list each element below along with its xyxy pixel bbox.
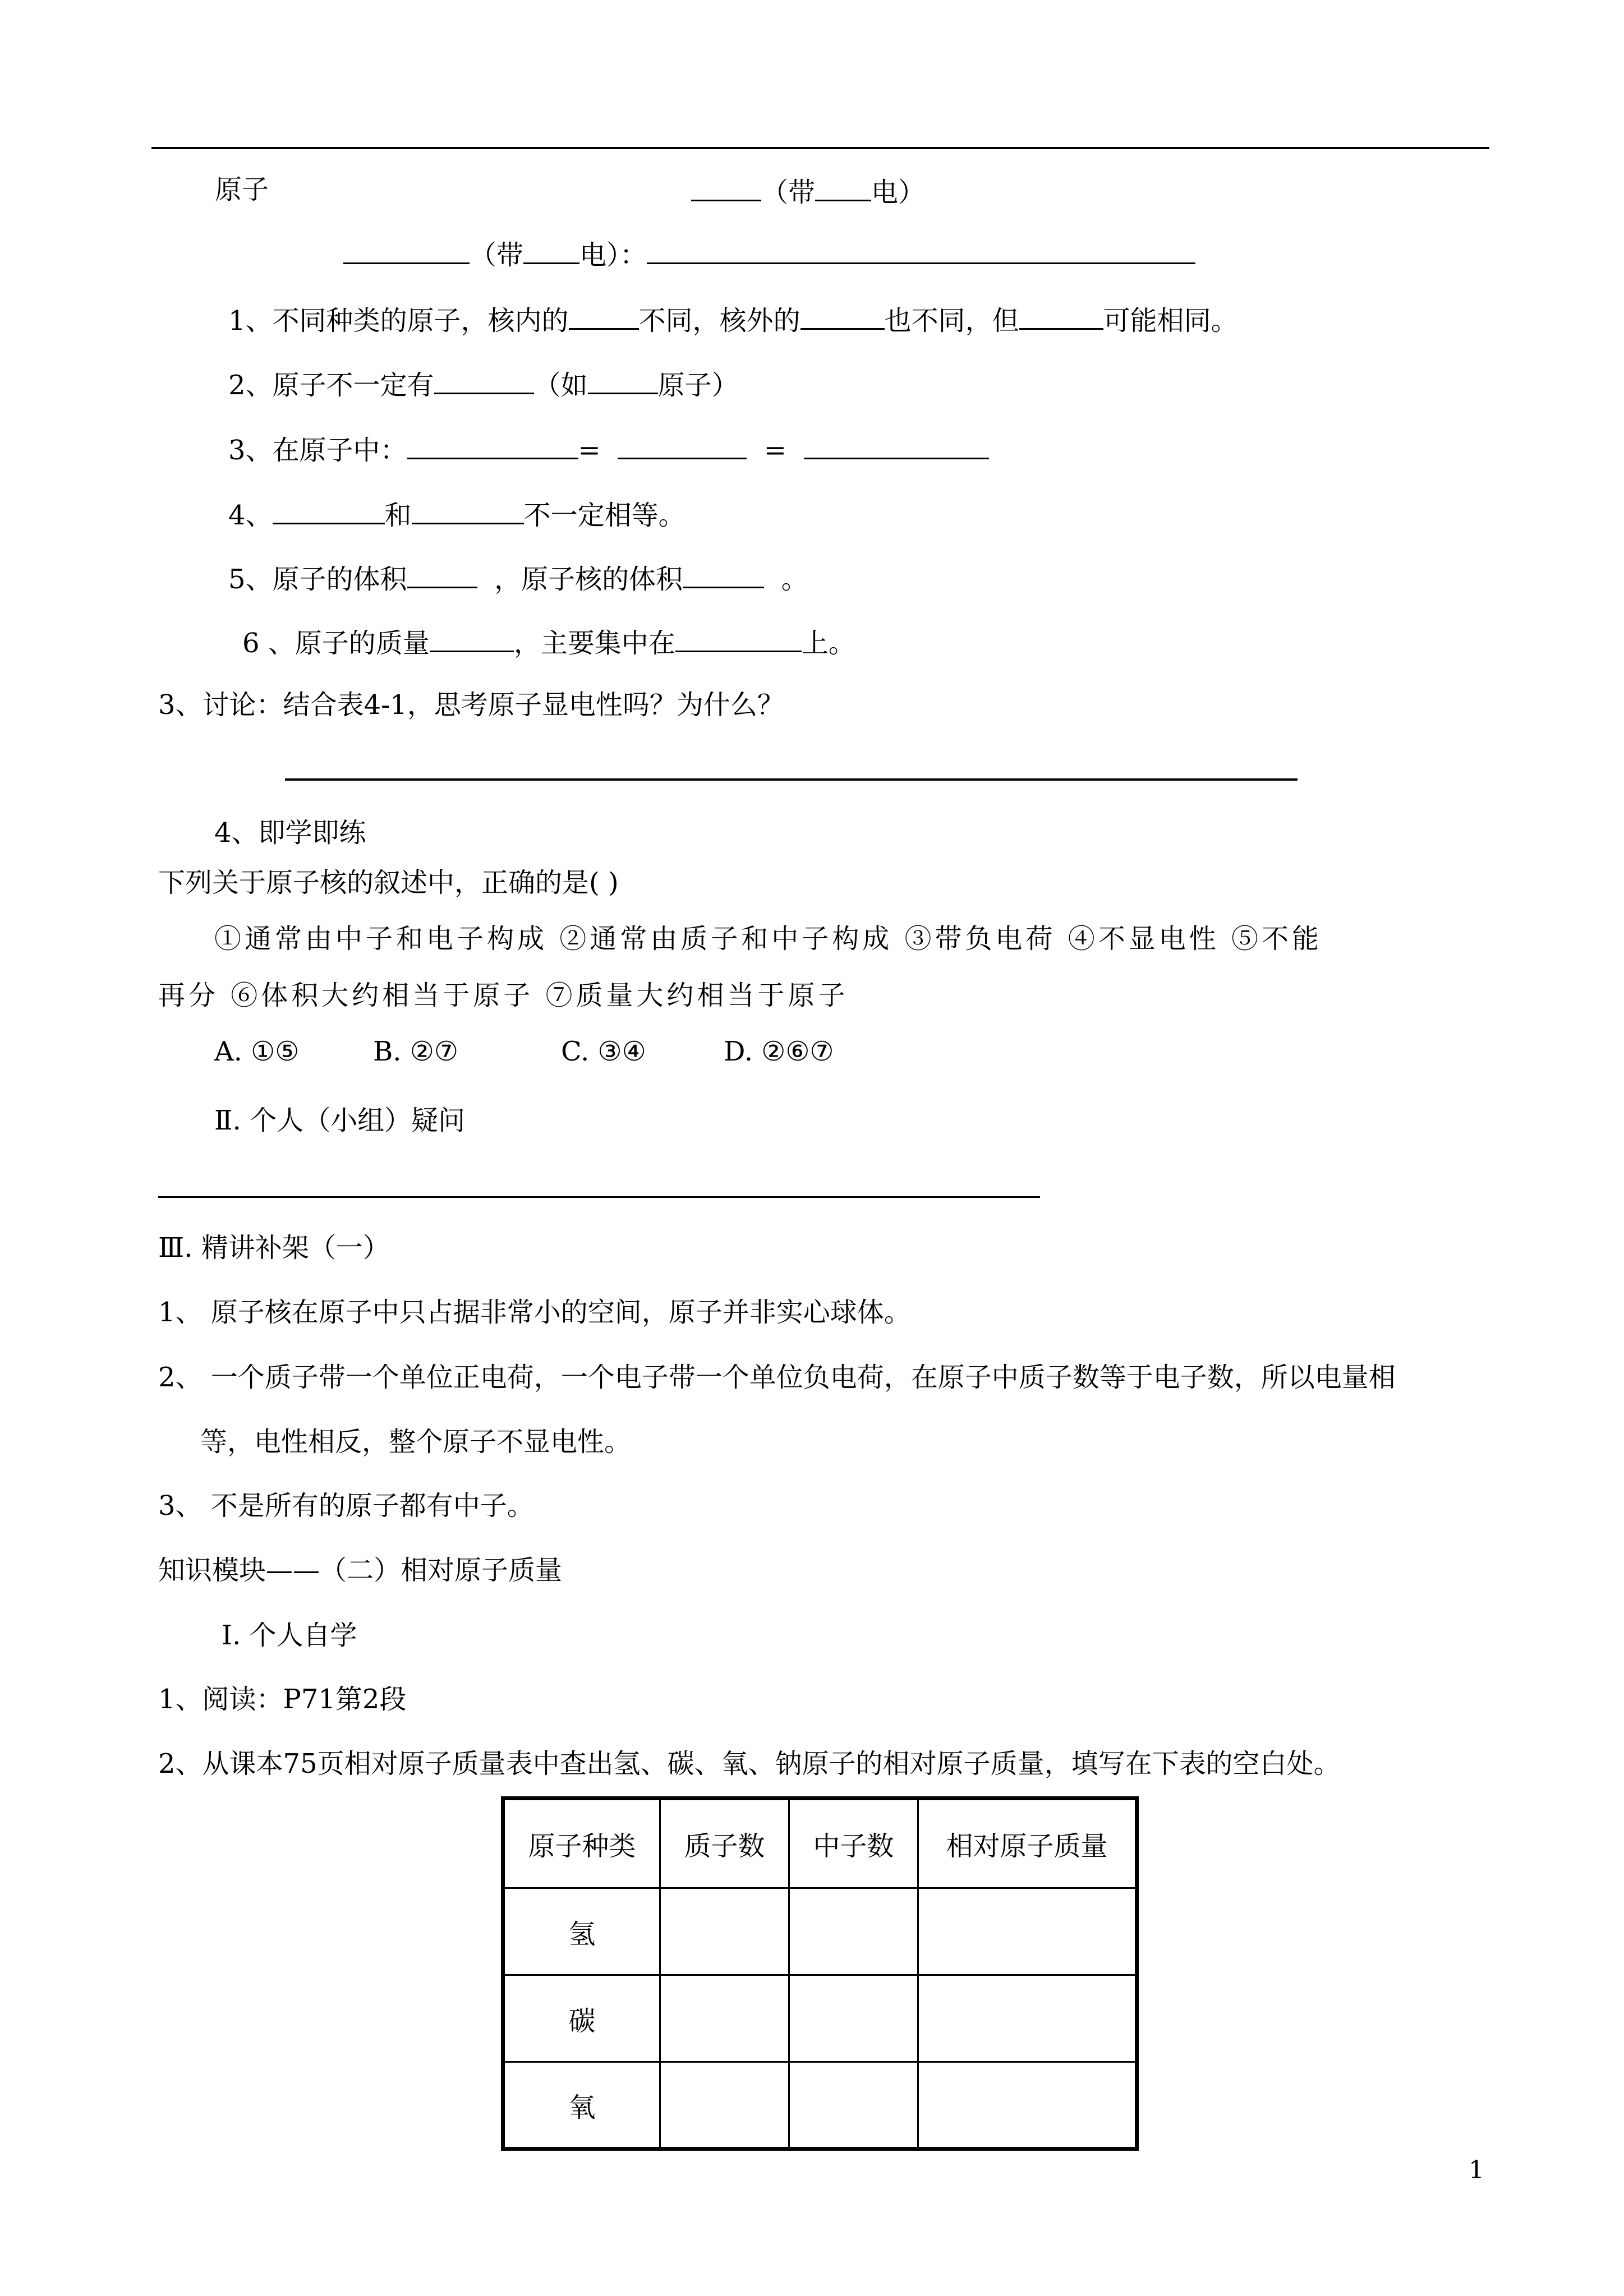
table-header-row	[503, 1799, 1137, 1888]
table-cell[interactable]	[660, 2062, 789, 2149]
practice-heading: 4、即学即练	[214, 817, 366, 849]
option-d[interactable]: D. ②⑥⑦	[724, 1036, 834, 1067]
fill-item-5: 5、原子的体积 ，原子核的体积 。	[228, 560, 808, 596]
table-cell[interactable]	[789, 2062, 918, 2149]
blank[interactable]	[407, 560, 477, 588]
table-cell[interactable]	[918, 2062, 1137, 2149]
header-rule	[151, 147, 1489, 149]
blank[interactable]	[407, 431, 578, 459]
blank[interactable]	[412, 496, 524, 524]
blank[interactable]	[588, 366, 658, 394]
practice-statements-2: 再分 ⑥体积大约相当于原子 ⑦质量大约相当于原子	[158, 980, 849, 1011]
discussion-question: 3、讨论：结合表4-1，思考原子显电性吗？为什么？	[158, 689, 784, 721]
option-a[interactable]: A. ①⑤	[214, 1036, 300, 1067]
table-header: 质子数	[660, 1799, 789, 1888]
practice-question: 下列关于原子核的叙述中，正确的是( )	[158, 867, 619, 898]
table-cell: 碳	[503, 1975, 660, 2062]
practice-statements-1: ①通常由中子和电子构成 ②通常由质子和中子构成 ③带负电荷 ④不显电性 ⑤不能	[214, 923, 1323, 955]
option-c[interactable]: C. ③④	[561, 1036, 646, 1067]
table-header: 中子数	[789, 1799, 918, 1888]
blank[interactable]	[683, 560, 764, 588]
blank[interactable]	[1019, 301, 1103, 330]
self-study-heading: Ⅰ. 个人自学	[222, 1620, 357, 1651]
explanation-1: 1、 原子核在原子中只占据非常小的空间，原子并非实心球体。	[158, 1297, 911, 1328]
relative-mass-table	[501, 1796, 1139, 2151]
answer-line[interactable]	[285, 778, 1298, 781]
fill-item-2: 2、原子不一定有 （如 原子）	[228, 366, 739, 402]
table-row	[503, 1975, 1137, 2062]
section-2-title: Ⅱ. 个人（小组）疑问	[214, 1105, 466, 1136]
blank[interactable]	[691, 173, 761, 201]
table-cell[interactable]	[918, 1888, 1137, 1975]
nucleus-line: （带 电）	[691, 173, 925, 209]
blank[interactable]	[523, 236, 579, 264]
table-cell[interactable]	[918, 1975, 1137, 2062]
table-instruction: 2、从课本75页相对原子质量表中查出氢、碳、氧、钠原子的相对原子质量，填写在下表的空白处。	[158, 1748, 1341, 1779]
table-cell[interactable]	[789, 1975, 918, 2062]
blank[interactable]	[434, 366, 534, 394]
fill-item-3: 3、在原子中： = =	[228, 431, 989, 467]
table-cell: 氢	[503, 1888, 660, 1975]
blank[interactable]	[430, 624, 514, 652]
blank[interactable]	[343, 236, 470, 264]
atom-label: 原子	[215, 174, 269, 205]
table-header: 相对原子质量	[918, 1799, 1137, 1888]
explanation-2: 2、 一个质子带一个单位正电荷，一个电子带一个单位负电荷，在原子中质子数等于电子数，所以电量相	[158, 1362, 1396, 1393]
option-b[interactable]: B. ②⑦	[373, 1036, 458, 1067]
fill-item-6: 6 、原子的质量 ，主要集中在 上。	[242, 624, 855, 660]
table-cell[interactable]	[789, 1888, 918, 1975]
explanation-3: 3、 不是所有的原子都有中子。	[158, 1490, 534, 1522]
electron-line: （带 电）：	[343, 236, 1195, 272]
blank[interactable]	[801, 301, 885, 330]
table-row	[503, 2062, 1137, 2149]
table-header: 原子种类	[503, 1799, 660, 1888]
table-cell[interactable]	[660, 1888, 789, 1975]
fill-item-4: 4、 和 不一定相等。	[228, 496, 686, 532]
table-cell: 氧	[503, 2062, 660, 2149]
page-number: 1	[1469, 2156, 1484, 2184]
table-cell[interactable]	[660, 1975, 789, 2062]
module-2-title: 知识模块——（二）相对原子质量	[158, 1555, 563, 1586]
blank[interactable]	[804, 431, 989, 459]
blank[interactable]	[569, 301, 639, 330]
section-3-title: Ⅲ. 精讲补架（一）	[158, 1232, 390, 1264]
explanation-2-cont: 等，电性相反，整个原子不显电性。	[200, 1426, 632, 1458]
blank[interactable]	[618, 431, 747, 459]
blank[interactable]	[815, 173, 871, 201]
blank[interactable]	[647, 236, 1195, 264]
blank[interactable]	[273, 496, 385, 524]
table-row	[503, 1888, 1137, 1975]
blank[interactable]	[675, 624, 802, 652]
reading-instruction: 1、阅读：P71第2段	[158, 1684, 407, 1715]
fill-item-1: 1、不同种类的原子，核内的 不同，核外的 也不同，但 可能相同。	[228, 301, 1238, 338]
question-line[interactable]	[158, 1196, 1040, 1198]
